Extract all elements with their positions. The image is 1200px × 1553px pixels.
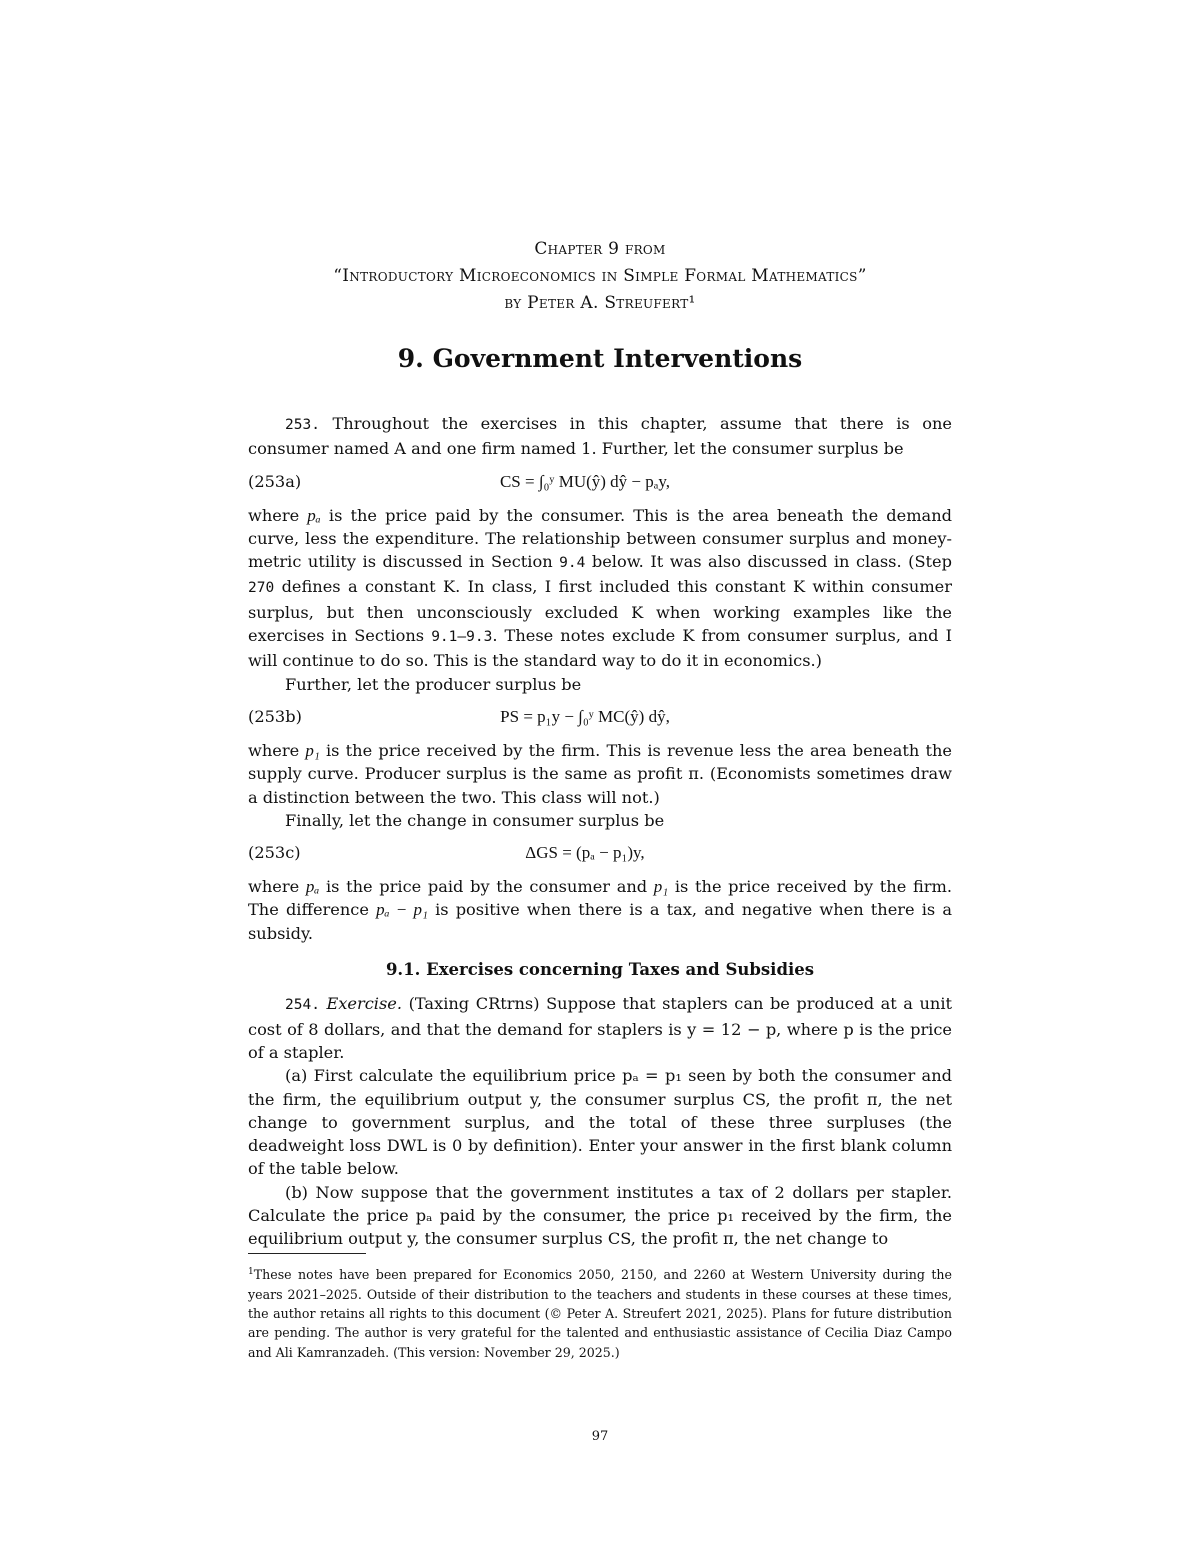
equation-253a (248, 470, 952, 494)
header-line-book-title: “Introductory Microeconomics in Simple Formal Mathematics” (333, 266, 867, 286)
equation-formula: ΔGS = (pₐ − p₁)y, (525, 843, 645, 863)
paragraph-254a: (a) First calculate the equilibrium price pₐ = p₁ seen by both the consumer and the firm, the equilibrium output y, the consumer surplus CS, the profit π, the net change to government surplus, and the total of these three surpluses (the deadweight loss DWL is 0 by definition). Enter your answer in the first blank column of the table below. (248, 1066, 952, 1179)
equation-253c (248, 841, 952, 865)
page-number: 97 (591, 1429, 609, 1444)
paragraph-253c-explanation: where pₐ is the price paid by the consumer and p₁ is the price received by the firm. The difference pₐ − p₁ is positive when there is a tax, and negative when there is a subsidy. (248, 877, 953, 943)
footnote-rule (248, 1253, 366, 1254)
paragraph-254 (248, 992, 952, 1064)
equation-253b (248, 705, 952, 729)
chapter-header (248, 236, 952, 317)
step-reference: 270 (248, 580, 275, 597)
header-line-author: by Peter A. Streufert¹ (504, 293, 696, 313)
equation-formula: CS = ∫₀ʸ MU(ŷ) dŷ − pₐy, (499, 471, 671, 491)
math-symbol: pₐ (305, 877, 320, 897)
section-heading: 9.1. Exercises concerning Taxes and Subsidies (385, 960, 815, 980)
footnote-text: These notes have been prepared for Economics 2050, 2150, and 2260 at Western University during the years 2021–2025. Outside of their distribution to the teachers and students in these courses at these times, the author retains all rights to this document (© Peter A. Streufert 2021, 2025). Plans for future distribution are pending. The author is very grateful for the talented and enthusiastic assistance of Cecilia Diaz Campo and Ali Kamranzadeh. (This version: November 29, 2025.) (248, 1267, 952, 1360)
math-symbol: pₐ − p₁ (376, 900, 428, 920)
math-symbol: pₐ (307, 505, 321, 525)
math-symbol: p₁ (653, 877, 669, 897)
paragraph-253a-explanation: where pₐ is the price paid by the consumer. This is the area beneath the demand curve, less the expenditure. The relationship between consumer surplus and money-metric utility is discussed in Section 9.4 below. It was also discussed in class. (Step 270 defines a constant K. In class, I first included this constant K within consumer surplus, but then unconsciously excluded K when working examples like the exercises in Sections 9.1–9.3. These notes exclude K from consumer surplus, and I will continue to do so. This is the standard way to do it in economics.) (248, 505, 952, 671)
footnote-mark: 1 (248, 1267, 254, 1277)
footnote (248, 1263, 952, 1362)
equation-tag: (253b) (248, 706, 302, 726)
paragraph-text: Throughout the exercises in this chapter, assume that there is one consumer named A and one firm named 1. Further, let the consumer surplus be (248, 414, 952, 459)
paragraph-253 (248, 412, 952, 461)
section-reference: 9.1–9.3 (431, 629, 493, 646)
paragraph-producer-surplus: Further, let the producer surplus be (285, 674, 582, 694)
equation-tag: (253c) (248, 843, 301, 863)
equation-tag: (253a) (248, 471, 302, 491)
exercise-label: Exercise. (326, 994, 403, 1014)
body-text (248, 412, 952, 1251)
paragraph-text: (Taxing CRtrns) Suppose that staplers can be produced at a unit cost of 8 dollars, and that the demand for staplers is y = 12 − p, where p is the price of a stapler. (248, 994, 953, 1062)
equation-formula: PS = p₁y − ∫₀ʸ MC(ŷ) dŷ, (500, 706, 670, 726)
chapter-title: 9. Government Interventions (397, 344, 803, 373)
paragraph-254b: (b) Now suppose that the government institutes a tax of 2 dollars per stapler. Calculate the price pₐ paid by the consumer, the price p₁ received by the firm, the equilibrium output y, the consumer surplus CS, the profit π, the net change to (248, 1182, 952, 1249)
section-reference: 9.4 (559, 555, 586, 572)
math-symbol: p₁ (305, 740, 320, 760)
paragraph-number: 254. (285, 997, 320, 1014)
paragraph-change-surplus: Finally, let the change in consumer surplus be (285, 810, 665, 830)
paragraph-253b-explanation: where p₁ is the price received by the firm. This is revenue less the area beneath the supply curve. Producer surplus is the same as profit π. (Economists sometimes draw a distinction between the two. This class will not.) (248, 740, 952, 807)
paragraph-number: 253. (285, 417, 320, 433)
header-line-chapter: Chapter 9 from (534, 239, 666, 259)
